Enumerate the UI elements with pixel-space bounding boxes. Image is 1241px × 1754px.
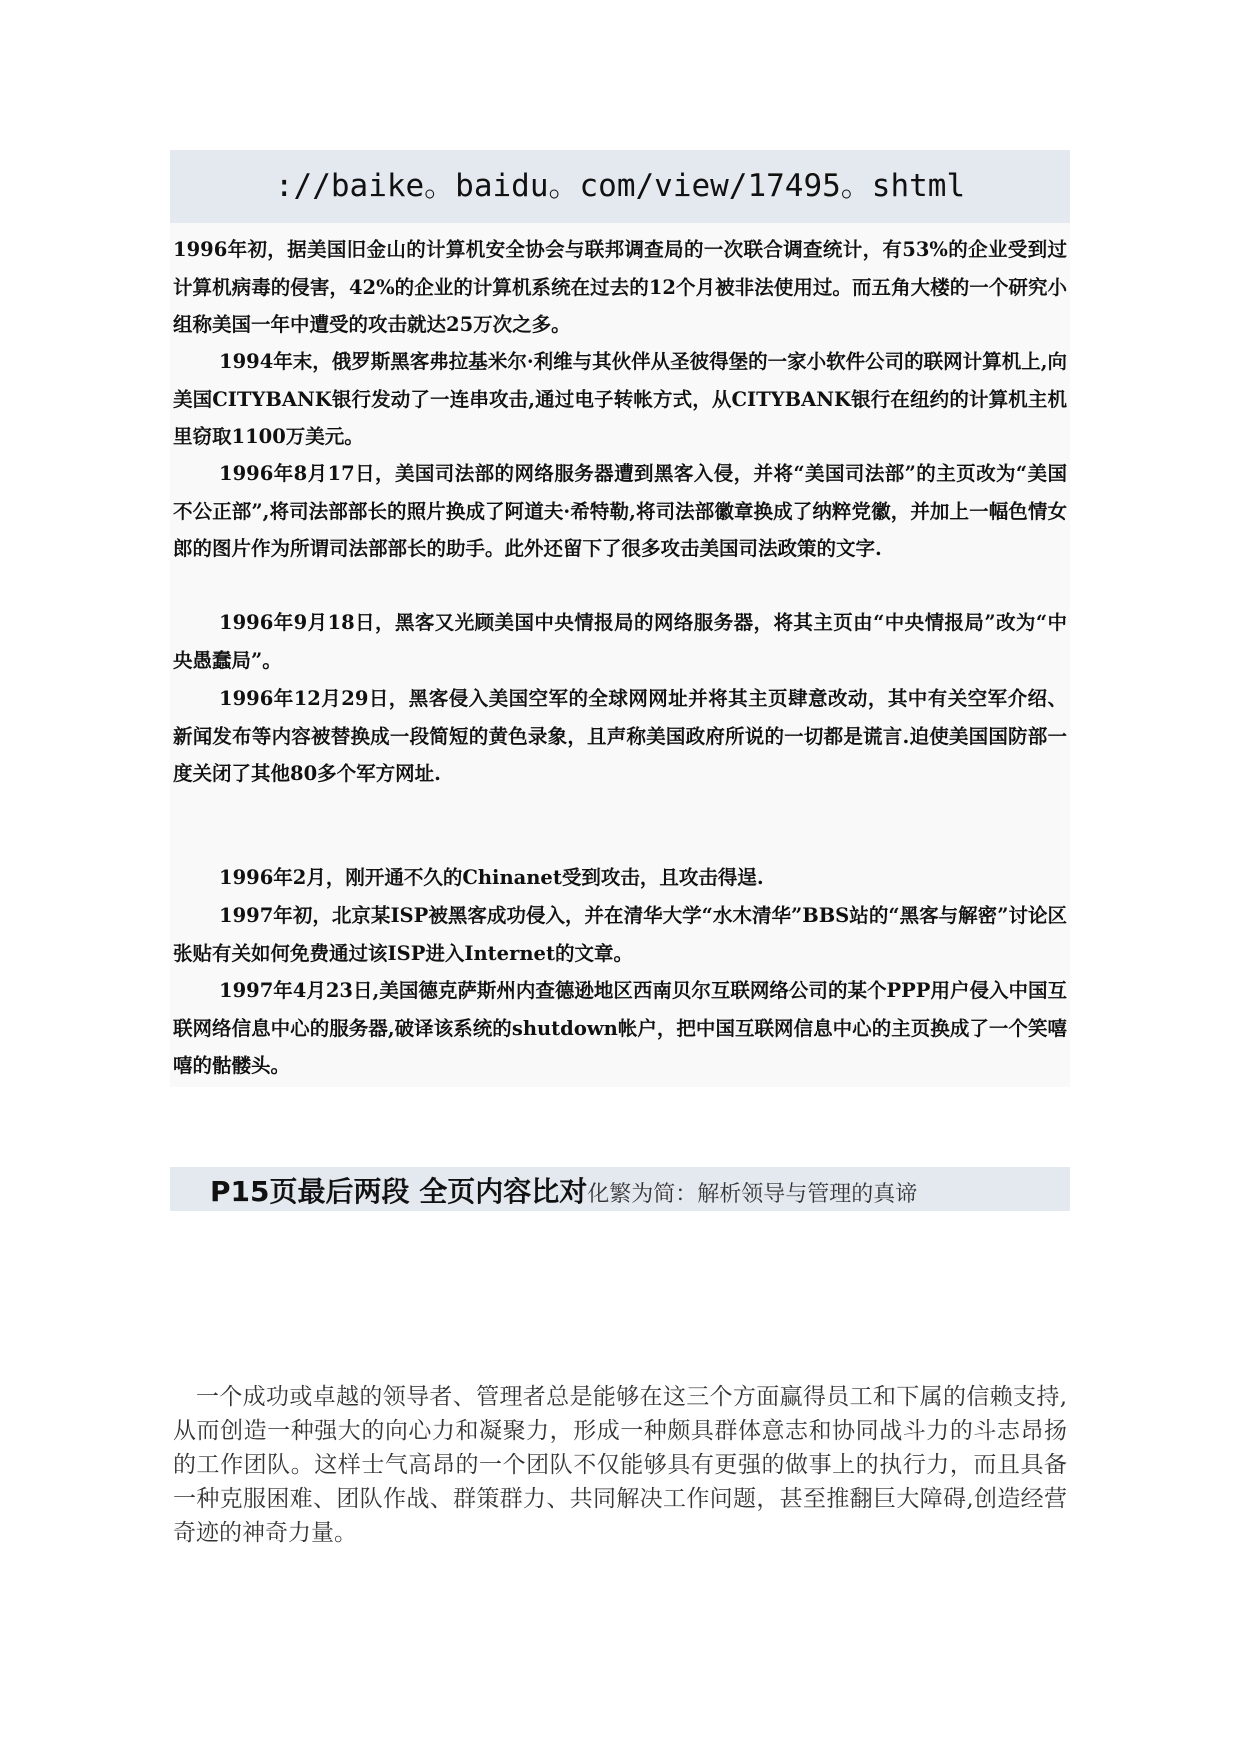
url-text: ://baike。baidu。com/view/17495。shtml [274,168,966,204]
paragraph-2: 1994年末，俄罗斯黑客弗拉基米尔·利维与其伙伴从圣彼得堡的一家小软件公司的联网计算机上,向美国CITYBANK银行发动了一连串攻击,通过电子转帐方式，从CITYBANK银行在纽约的计算机主机里窃取1100万美元。 [173,350,1067,448]
paragraph-1: 1996年初，据美国旧金山的计算机安全协会与联邦调查局的一次联合调查统计，有53%的企业受到过计算机病毒的侵害，42%的企业的计算机系统在过去的12个月被非法使用过。而五角大楼的一个研究小组称美国一年中遭受的攻击就达25万次之多。 [173,238,1067,336]
paragraph-3: 1996年8月17日，美国司法部的网络服务器遭到黑客入侵，并将“美国司法部”的主页改为“美国不公正部”,将司法部部长的照片换成了阿道夫·希特勒,将司法部徽章换成了纳粹党徽，并加上一幅色情女郎的图片作为所谓司法部部长的助手。此外还留下了很多攻击美国司法政策的文字. [173,462,1067,560]
url-bar [170,150,1070,223]
paragraph-6: 1996年2月，刚开通不久的Chinanet受到攻击，且攻击得逞. [219,866,764,889]
body-paragraph: 一个成功或卓越的领导者、管理者总是能够在这三个方面赢得员工和下属的信赖支持,从而创造一种强大的向心力和凝聚力，形成一种颇具群体意志和协同战斗力的斗志昂扬的工作团队。这样士气高昂的一个团队不仅能够具有更强的做事上的执行力，而且具备一种克服困难、团队作战、群策群力、共同解决工作问题，甚至推翻巨大障碍,创造经营奇迹的神奇力量。 [173,1384,1067,1546]
section-header-text [210,1170,917,1210]
paragraph-5: 1996年12月29日，黑客侵入美国空军的全球网网址并将其主页肆意改动，其中有关空军介绍、新闻发布等内容被替换成一段简短的黄色录象，且声称美国政府所说的一切都是谎言.迫使美国国防部一度关闭了其他80多个军方网址. [173,687,1067,785]
section-header [170,1167,1070,1211]
section-header-subtitle: 化繁为简：解析领导与管理的真谛 [587,1182,918,1207]
section-header-bold: P15页最后两段 全页内容比对 [210,1175,588,1208]
paragraph-4: 1996年9月18日，黑客又光顾美国中央情报局的网络服务器，将其主页由“中央情报局”改为“中央愚蠢局”。 [173,611,1067,672]
paragraph-8: 1997年4月23日,美国德克萨斯州内查德逊地区西南贝尔互联网络公司的某个PPP用户侵入中国互联网络信息中心的服务器,破译该系统的shutdown帐户，把中国互联网信息中心的主页换成了一个笑嘻嘻的骷髅头。 [173,979,1067,1077]
paragraph-7: 1997年初，北京某ISP被黑客成功侵入，并在清华大学“水木清华”BBS站的“黑客与解密”讨论区张贴有关如何免费通过该ISP进入Internet的文章。 [173,904,1067,965]
